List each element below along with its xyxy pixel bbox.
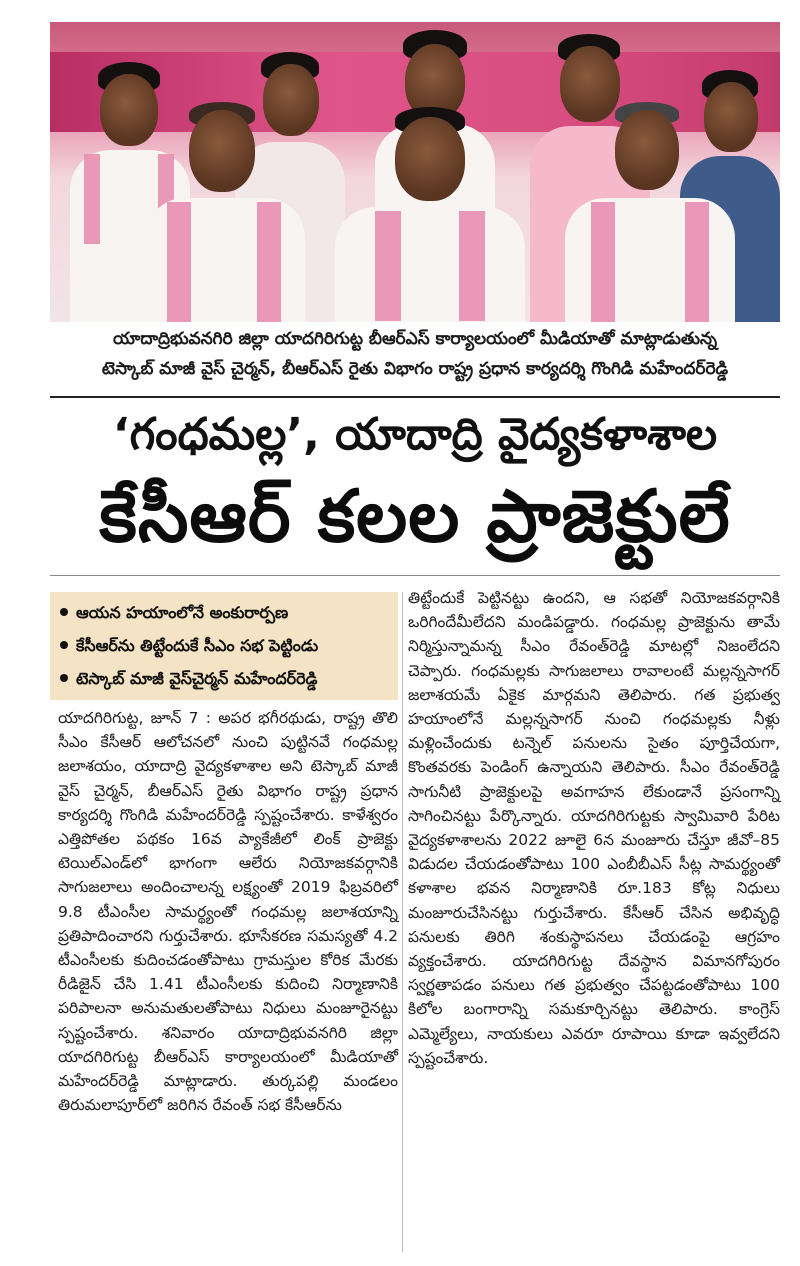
highlight-item [56, 596, 392, 629]
article-text-left: యాదగిరిగుట్ట, జూన్ 7 : అపర భగీరథుడు, రాష్ట్ర తొలి సీఎం కేసీఆర్ ఆలోచనలో నుంచి పుట్టినవే గంధమల్ల జలాశయం, యాదాద్రి వైద్యకళాశాల అని టెస్కాబ్ మాజీ వైస్ చైర్మన్, బీఆర్ఎస్ రైతు విభాగం రాష్ట్ర ప్రధాన కార్యదర్శి గొంగిడి మహేందర్‌రెడ్డి స్పష్టంచేశారు. కాళేశ్వరం ఎత్తిపోతల పథకం 16వ ప్యాకేజీలో లింక్ ప్రాజెక్టు టెయిల్‌ఎండ్‌లో భాగంగా ఆలేరు నియోజకవర్గానికి సాగుజలాలు అందించాలన్న లక్ష్యంతో 2019 ఫిబ్రవరిలో 9.8 టీఎంసీల సామర్థ్యంతో గంధమల్ల జలాశయాన్ని ప్రతిపాదించారని గుర్తుచేశారు. భూసేకరణ సమస్యతో 4.2 టీఎంసీలకు కుదించడంతోపాటు గ్రామస్తుల కోరిక మేరకు రీడిజైన్ చేసి 1.41 టీఎంసీలకు కుదించి నిర్మాణానికి పరిపాలనా అనుమతులతోపాటు నిధులు మంజూరైనట్టు స్పష్టంచేశారు. శనివారం యాదాద్రిభువనగిరి జిల్లా యాదగిరిగుట్ట బీఆర్ఎస్ కార్యాలయంలో మీడియాతో మహేందర్‌రెడ్డి మాట్లాడారు. తుర్కపల్లి మండలం తిరుమలాపూర్‌లో జరిగిన రేవంత్ సభ కేసీఆర్‌ను [58, 709, 398, 1115]
divider [50, 396, 780, 398]
person-figure [565, 102, 735, 322]
column-divider [402, 592, 403, 1252]
highlight-item [56, 629, 392, 662]
article-text-right: తిట్టేందుకే పెట్టినట్టు ఉందని, ఆ సభతో నియోజకవర్గానికి ఒరిగిందేమీలేదని మండిపడ్డారు. గంధమల్ల ప్రాజెక్టును తామే నిర్మిస్తున్నామన్న సీఎం రేవంత్‌రెడ్డి మాటల్లో నిజంలేదని చెప్పారు. గంధమల్లకు సాగుజలాలు రావాలంటే మల్లన్నసాగర్ జలాశయమే ఏకైక మార్గమని తెలిపారు. గత ప్రభుత్వ హయాంలోనే మల్లన్నసాగర్ నుంచి గంధమల్లకు నీళ్లు మళ్లించేందుకు టన్నెల్ పనులను సైతం పూర్తిచేయగా, కొంతవరకు పెండింగ్ ఉన్నాయని తెలిపారు. సీఎం రేవంత్‌రెడ్డి సాగునీటి ప్రాజెక్టులపై అవగాహన లేకుండానే ప్రసంగాన్ని సాగించినట్టు పేర్కొన్నారు. యాదగిరిగుట్టకు స్వామివారి పేరిట వైద్యకళాశాలను 2022 జూలై 6న మంజూరు చేస్తూ జీవో–85 విడుదల చేయడంతోపాటు 100 ఎంబీబీఎస్ సీట్ల సామర్థ్యంతో కళాశాల భవన నిర్మాణానికి రూ.183 కోట్ల నిధులు మంజూరుచేసినట్టు గుర్తుచేశారు. కేసీఆర్ చేసిన అభివృద్ధి పనులకు తిరిగి శంకుస్థాపనలు చేయడంపై ఆగ్రహం వ్యక్తంచేశారు. యాదగిరిగుట్ట దేవస్థాన విమానగోపురం స్వర్ణతాపడం పనులు గత ప్రభుత్వం చేపట్టడంతోపాటు 100 కిలోల బంగారాన్ని సమకూర్చినట్టు తెలిపారు. కాంగ్రెస్ ఎమ్మెల్యేలు, నాయకులు ఎవరూ రూపాయి కూడా ఇవ్వలేదని స్పష్టంచేశారు. [408, 589, 780, 1067]
highlight-item [56, 662, 392, 695]
bullet-icon [60, 641, 68, 649]
highlights-box [50, 592, 398, 700]
highlight-text: కేసీఆర్‌ను తిట్టేందుకే సీఎం సభ పెట్టిండు [76, 636, 319, 655]
person-figure [145, 102, 305, 322]
article-column-left [58, 706, 398, 1117]
news-photo [50, 22, 780, 322]
highlight-text: ఆయన హయాంలోనే అంకురార్పణ [76, 603, 289, 622]
photo-caption [50, 324, 780, 386]
article-column-right [408, 586, 780, 1070]
bullet-icon [60, 608, 68, 616]
divider [50, 575, 780, 576]
caption-line-2: టెస్కాబ్ మాజీ వైస్ చైర్మన్, బీఆర్ఎస్ రైతు విభాగం రాష్ట్ర ప్రధాన కార్యదర్శి గొంగిడి మహేందర్‌రెడ్డి [101, 359, 729, 379]
headline-kicker: ‘గంధమల్ల’, యాదాద్రి వైద్యకళాశాల [112, 409, 718, 460]
person-figure [335, 107, 525, 322]
caption-line-1: యాదాద్రిభువనగిరి జిల్లా యాదగిరిగుట్ట బీఆర్ఎస్ కార్యాలయంలో మీడియాతో మాట్లాడుతున్న [113, 329, 717, 349]
bullet-icon [60, 674, 68, 682]
highlight-text: టెస్కాబ్ మాజీ వైస్‌చైర్మన్ మహేందర్‌రెడ్డి [76, 669, 318, 688]
headline-main: కేసీఆర్ కలల ప్రాజెక్టులే [99, 474, 731, 558]
